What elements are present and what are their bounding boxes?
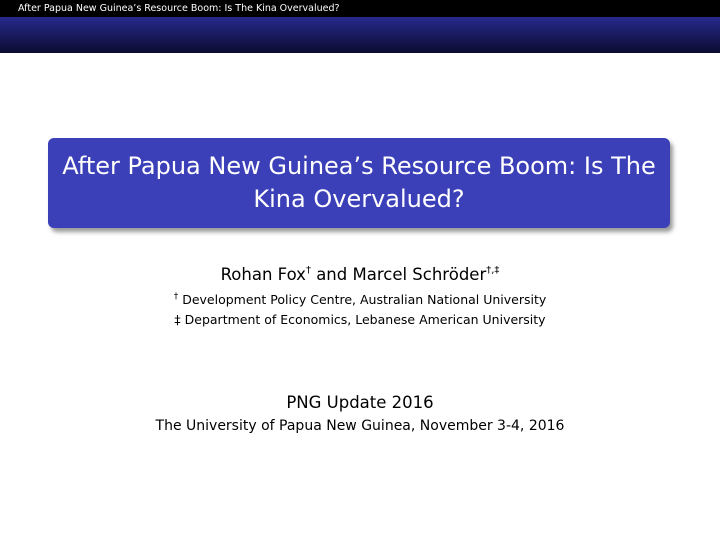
affiliation-2-mark: ‡ [174,312,181,327]
affiliation-1-mark: † [173,292,179,302]
header-bar [0,0,720,17]
title-box [48,138,670,228]
author-2: Marcel Schröder [352,265,487,284]
affiliation-1-text: Development Policy Centre, Australian National University [182,292,547,307]
authors-line [0,264,720,286]
author-2-mark: †,‡ [486,265,500,276]
slide-title: After Papua New Guinea’s Resource Boom: Is The Kina Overvalued? [62,152,656,213]
affiliation-2 [0,312,720,328]
affiliation-2-text: Department of Economics, Lebanese American University [184,312,546,327]
event-name: PNG Update 2016 [286,393,434,412]
running-title: After Papua New Guinea’s Resource Boom: Is The Kina Overvalued? [18,3,340,14]
author-1-mark: † [305,265,311,276]
affiliation-1 [0,292,720,308]
author-1: Rohan Fox [220,265,306,284]
navigation-band [0,17,720,53]
event-venue-date: The University of Papua New Guinea, November 3-4, 2016 [155,418,565,434]
author-conjunction: and [316,265,348,284]
